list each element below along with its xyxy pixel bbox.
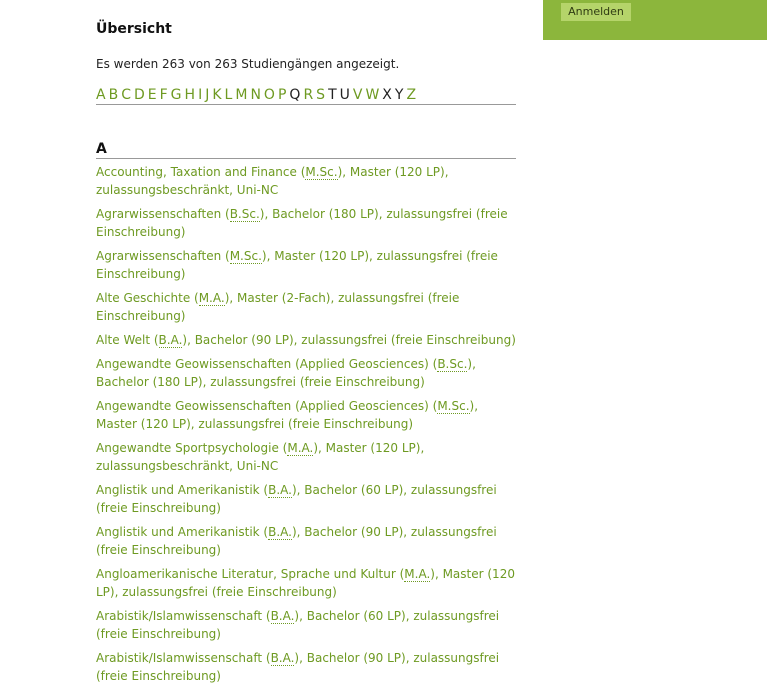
alphabet-letter-u: U xyxy=(339,87,350,103)
program-details: ), Bachelor (90 LP), zulassungsfrei (freie Einschreibung) xyxy=(96,651,500,683)
program-details: ), Bachelor (60 LP), zulassungsfrei (freie Einschreibung) xyxy=(96,609,500,641)
section-header-a: A xyxy=(96,141,516,159)
alphabet-letter-f[interactable]: F xyxy=(159,87,168,103)
program-name: Arabistik/Islamwissenschaft ( xyxy=(96,609,271,623)
program-name: Alte Welt ( xyxy=(96,333,159,347)
program-link[interactable] xyxy=(96,331,520,349)
program-link[interactable] xyxy=(96,439,520,475)
program-details: ), Bachelor (90 LP), zulassungsfrei (freie Einschreibung) xyxy=(182,333,516,347)
program-link[interactable] xyxy=(96,565,520,601)
alphabet-letter-z[interactable]: Z xyxy=(406,87,417,103)
program-details: ), Bachelor (90 LP), zulassungsfrei (freie Einschreibung) xyxy=(96,525,497,557)
program-details: ), Master (120 LP), zulassungsfrei (freie Einschreibung) xyxy=(96,399,479,431)
program-link[interactable] xyxy=(96,397,520,433)
degree-abbreviation: B.Sc. xyxy=(229,207,260,221)
program-name: Angloamerikanische Literatur, Sprache und Kultur ( xyxy=(96,567,405,581)
program-name: Angewandte Geowissenschaften (Applied Geosciences) ( xyxy=(96,357,438,371)
alphabet-letter-q: Q xyxy=(289,87,301,103)
user-panel xyxy=(543,0,767,40)
alphabet-letter-g[interactable]: G xyxy=(170,87,182,103)
alphabet-letter-t: T xyxy=(328,87,337,103)
alphabet-letter-o[interactable]: O xyxy=(263,87,275,103)
degree-abbreviation: B.A. xyxy=(270,609,295,623)
login-button[interactable]: Anmelden xyxy=(561,3,631,21)
program-details: ), Master (120 LP), zulassungsfrei (freie Einschreibung) xyxy=(96,567,515,599)
program-details: ), Bachelor (60 LP), zulassungsfrei (freie Einschreibung) xyxy=(96,483,497,515)
program-details: ), Bachelor (180 LP), zulassungsfrei (freie Einschreibung) xyxy=(96,207,508,239)
degree-abbreviation: B.A. xyxy=(158,333,183,347)
program-link[interactable] xyxy=(96,607,520,643)
program-name: Angewandte Sportpsychologie ( xyxy=(96,441,288,455)
program-list xyxy=(96,163,520,691)
alphabet-letter-d[interactable]: D xyxy=(133,87,145,103)
degree-abbreviation: B.A. xyxy=(270,651,295,665)
alphabet-letter-y: Y xyxy=(394,87,404,103)
program-name: Agrarwissenschaften ( xyxy=(96,207,230,221)
degree-abbreviation: M.Sc. xyxy=(437,399,470,413)
program-name: Alte Geschichte ( xyxy=(96,291,199,305)
alphabet-letter-m[interactable]: M xyxy=(235,87,248,103)
alphabet-letter-x: X xyxy=(382,87,392,103)
program-name: Angewandte Geowissenschaften (Applied Geosciences) ( xyxy=(96,399,438,413)
program-name: Anglistik und Amerikanistik ( xyxy=(96,483,269,497)
program-details: ), Master (2-Fach), zulassungsfrei (freie Einschreibung) xyxy=(96,291,460,323)
program-name: Accounting, Taxation and Finance ( xyxy=(96,165,306,179)
program-link[interactable] xyxy=(96,523,520,559)
program-link[interactable] xyxy=(96,163,520,199)
degree-abbreviation: M.A. xyxy=(287,441,314,455)
alphabet-letter-c[interactable]: C xyxy=(121,87,131,103)
alphabet-letter-w[interactable]: W xyxy=(365,87,380,103)
program-name: Arabistik/Islamwissenschaft ( xyxy=(96,651,271,665)
program-name: Agrarwissenschaften ( xyxy=(96,249,230,263)
degree-abbreviation: M.Sc. xyxy=(305,165,338,179)
degree-abbreviation: B.A. xyxy=(268,525,292,539)
degree-abbreviation: M.A. xyxy=(404,567,431,581)
alphabet-letter-v[interactable]: V xyxy=(352,87,363,103)
program-name: Anglistik und Amerikanistik ( xyxy=(96,525,269,539)
alphabet-letter-s[interactable]: S xyxy=(316,87,326,103)
degree-abbreviation: M.Sc. xyxy=(229,249,262,263)
program-details: ), Master (120 LP), zulassungsfrei (freie Einschreibung) xyxy=(96,249,498,281)
alphabet-nav xyxy=(96,87,516,105)
alphabet-letter-p[interactable]: P xyxy=(277,87,287,103)
alphabet-letter-n[interactable]: N xyxy=(250,87,261,103)
alphabet-letter-e[interactable]: E xyxy=(147,87,157,103)
degree-abbreviation: M.A. xyxy=(198,291,225,305)
alphabet-letter-i[interactable]: I xyxy=(198,87,203,103)
result-summary: Es werden 263 von 263 Studiengängen angezeigt. xyxy=(96,57,400,71)
page-title: Übersicht xyxy=(96,21,172,37)
alphabet-letter-h[interactable]: H xyxy=(184,87,196,103)
alphabet-letter-k[interactable]: K xyxy=(212,87,222,103)
alphabet-letter-l[interactable]: L xyxy=(224,87,233,103)
program-details: ), Bachelor (180 LP), zulassungsfrei (freie Einschreibung) xyxy=(96,357,476,389)
program-link[interactable] xyxy=(96,247,520,283)
alphabet-letter-r[interactable]: R xyxy=(303,87,314,103)
program-link[interactable] xyxy=(96,649,520,685)
program-link[interactable] xyxy=(96,481,520,517)
program-link[interactable] xyxy=(96,355,520,391)
program-link[interactable] xyxy=(96,289,520,325)
program-link[interactable] xyxy=(96,205,520,241)
alphabet-letter-a[interactable]: A xyxy=(96,87,106,103)
program-details: ), Master (120 LP), zulassungsbeschränkt, Uni-NC xyxy=(96,441,425,473)
degree-abbreviation: B.A. xyxy=(268,483,292,497)
alphabet-letter-b[interactable]: B xyxy=(108,87,119,103)
program-details: ), Master (120 LP), zulassungsbeschränkt, Uni-NC xyxy=(96,165,449,197)
degree-abbreviation: B.Sc. xyxy=(437,357,468,371)
alphabet-letter-j[interactable]: J xyxy=(205,87,210,103)
